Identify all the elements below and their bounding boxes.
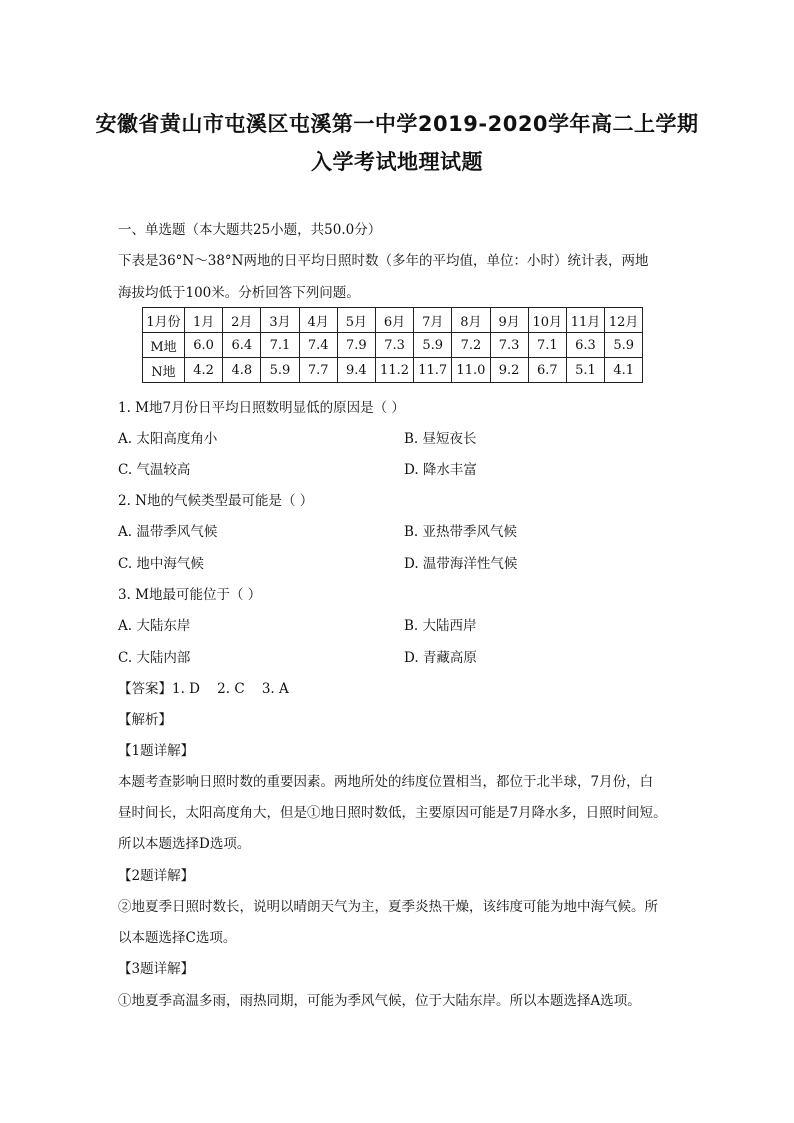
table-cell: 7.7 — [299, 358, 337, 383]
table-header-cell: 12月 — [605, 308, 643, 333]
question-2-option-d: D. 温带海洋性气候 — [404, 556, 518, 572]
question-1-option-d: D. 降水丰富 — [404, 462, 477, 478]
table-header-cell: 5月 — [337, 308, 375, 333]
table-header-cell: 9月 — [490, 308, 528, 333]
table-cell: N地 — [143, 358, 185, 383]
table-header-cell: 2月 — [223, 308, 261, 333]
detail-3-line: ①地夏季高温多雨，雨热同期，可能为季风气候，位于大陆东岸。所以本题选择A选项。 — [118, 993, 641, 1009]
question-2-stem: 2. N地的气候类型最可能是（ ） — [118, 493, 314, 509]
question-3-option-d: D. 青藏高原 — [404, 650, 477, 666]
table-cell: 6.0 — [185, 333, 223, 358]
table-header-cell: 6月 — [375, 308, 413, 333]
table-cell: 4.1 — [605, 358, 643, 383]
table-header-row — [143, 308, 643, 333]
table-cell: 11.2 — [375, 358, 413, 383]
question-1-option-b: B. 昼短夜长 — [404, 431, 477, 447]
table-cell: 7.4 — [299, 333, 337, 358]
question-1-option-a: A. 太阳高度角小 — [118, 431, 218, 447]
table-cell: 9.2 — [490, 358, 528, 383]
answer-line: 【答案】1. D 2. C 3. A — [118, 681, 289, 697]
table-header-cell: 4月 — [299, 308, 337, 333]
detail-3-header: 【3题详解】 — [118, 961, 195, 977]
question-3-option-c: C. 大陆内部 — [118, 650, 191, 666]
table-cell: M地 — [143, 333, 185, 358]
table-cell: 9.4 — [337, 358, 375, 383]
question-3-stem: 3. M地最可能位于（ ） — [118, 587, 262, 603]
table-row-m — [143, 333, 643, 358]
table-cell: 11.0 — [452, 358, 490, 383]
table-cell: 7.1 — [528, 333, 566, 358]
table-header-cell: 1月 — [185, 308, 223, 333]
table-cell: 5.9 — [414, 333, 452, 358]
table-cell: 6.3 — [566, 333, 604, 358]
table-cell: 7.9 — [337, 333, 375, 358]
analysis-header: 【解析】 — [118, 712, 172, 728]
table-header-cell: 10月 — [528, 308, 566, 333]
table-cell: 7.3 — [490, 333, 528, 358]
table-cell: 5.9 — [261, 358, 299, 383]
table-header-cell: 3月 — [261, 308, 299, 333]
table-cell: 5.1 — [566, 358, 604, 383]
detail-2-line: 以本题选择C选项。 — [118, 930, 237, 946]
detail-1-header: 【1题详解】 — [118, 743, 195, 759]
table-cell: 4.2 — [185, 358, 223, 383]
document-title-line1: 安徽省黄山市屯溪区屯溪第一中学2019-2020学年高二上学期 — [95, 112, 699, 136]
question-2-option-a: A. 温带季风气候 — [118, 524, 218, 540]
detail-2-header: 【2题详解】 — [118, 868, 195, 884]
table-cell: 6.4 — [223, 333, 261, 358]
question-3-option-a: A. 大陆东岸 — [118, 618, 191, 634]
detail-2-line: ②地夏季日照时数长，说明以晴朗天气为主，夏季炎热干燥，该纬度可能为地中海气候。所 — [118, 899, 658, 915]
table-cell: 7.1 — [261, 333, 299, 358]
intro-text-line1: 下表是36°N～38°N两地的日平均日照时数（多年的平均值，单位：小时）统计表，两地 — [118, 253, 649, 269]
table-row-n — [143, 358, 643, 383]
question-2-option-b: B. 亚热带季风气候 — [404, 524, 518, 540]
table-header-cell: 1月份 — [143, 308, 185, 333]
table-header-cell: 11月 — [566, 308, 604, 333]
table-header-cell: 7月 — [414, 308, 452, 333]
intro-text-line2: 海拔均低于100米。分析回答下列问题。 — [118, 285, 360, 301]
table-cell: 11.7 — [414, 358, 452, 383]
table-cell: 7.3 — [375, 333, 413, 358]
document-title-line2: 入学考试地理试题 — [311, 150, 483, 174]
table-cell: 6.7 — [528, 358, 566, 383]
detail-1-line: 昼时间长，太阳高度角大，但是①地日照时数低，主要原因可能是7月降水多，日照时间短。 — [118, 805, 667, 821]
table-header-cell: 8月 — [452, 308, 490, 333]
detail-1-line: 本题考查影响日照时数的重要因素。两地所处的纬度位置相当，都位于北半球，7月份，白 — [118, 774, 654, 790]
question-3-option-b: B. 大陆西岸 — [404, 618, 477, 634]
question-1-stem: 1. M地7月份日平均日照数明显低的原因是（ ） — [118, 400, 405, 416]
detail-1-line: 所以本题选择D选项。 — [118, 836, 251, 852]
sunshine-hours-table — [142, 307, 643, 383]
question-1-option-c: C. 气温较高 — [118, 462, 191, 478]
section-header: 一、单选题（本大题共25小题，共50.0分） — [118, 222, 382, 238]
table-cell: 4.8 — [223, 358, 261, 383]
question-2-option-c: C. 地中海气候 — [118, 556, 204, 572]
table-cell: 7.2 — [452, 333, 490, 358]
table-cell: 5.9 — [605, 333, 643, 358]
